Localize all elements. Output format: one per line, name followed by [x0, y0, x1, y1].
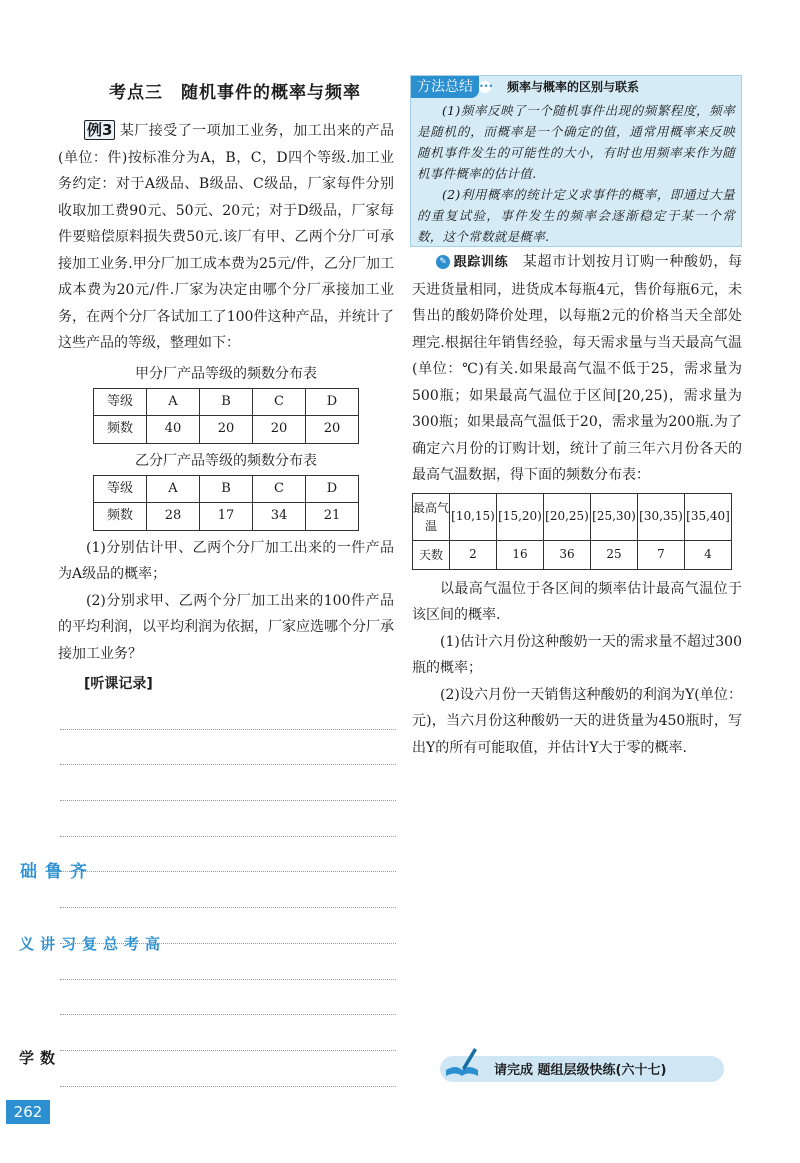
followup-intro: [412, 249, 742, 489]
table2: [93, 475, 359, 531]
table-cell: [15,20): [497, 493, 544, 540]
method-summary-box: [410, 75, 742, 247]
footer-text: 请完成 题组层级快练(六十七): [494, 1063, 667, 1078]
example-question-2: (2)分别求甲、乙两个分厂加工出来的100件产品的平均利润，以平均利润为依据，厂家应选哪个分厂承接加工业务？: [58, 592, 394, 662]
example-badge: 例3: [84, 120, 115, 140]
spine-brand: 齐鲁础: [16, 862, 86, 880]
table-cell: 2: [450, 540, 497, 569]
table-cell: 7: [638, 540, 685, 569]
table-cell: B: [200, 388, 253, 416]
table-cell: [35,40]: [685, 493, 732, 540]
speech-bubble-icon: •••: [479, 82, 494, 91]
followup-after: 以最高气温位于各区间的频率估计最高气温位于该区间的概率.: [412, 580, 742, 623]
table2-caption: 乙分厂产品等级的频数分布表: [135, 452, 317, 469]
table-cell: 最高气温: [413, 493, 450, 540]
table-cell: 21: [306, 503, 359, 531]
table-cell: 28: [147, 503, 200, 531]
table-cell: C: [253, 388, 306, 416]
table-cell: 25: [591, 540, 638, 569]
table-cell: [25,30): [591, 493, 638, 540]
table1: [93, 388, 359, 444]
table-cell: A: [147, 475, 200, 503]
spine-subject: 数学: [17, 1050, 56, 1067]
table-cell: A: [147, 388, 200, 416]
followup-column: [412, 249, 742, 761]
table-cell: 16: [497, 540, 544, 569]
method-body: [417, 100, 735, 247]
followup-question-2: (2)设六月份一天销售这种酸奶的利润为Y(单位：元)，当六月份这种酸奶一天的进货量为450瓶时，写出Y的所有可能取值，并估计Y大于零的概率.: [412, 686, 742, 756]
method-point-2: (2)利用概率的统计定义求事件的概率，即通过大量的重复试验，事件发生的频率会逐渐稳定于某一个常数，这个常数就是概率.: [417, 187, 735, 244]
followup-text: 某超市计划按月订购一种酸奶，每天进货量相同，进货成本每瓶4元，售价每瓶6元，未售出的酸奶降价处理，以每瓶2元的价格当天全部处理完.根据往年销售经验，每天需求量与当天最高气温(单位：℃)有关.如果最高气温不低于25，需求量为500瓶；如果最高气温位于区间[20,25)，需求量为300瓶；如果最高气温低于20，需求量为200瓶.为了确定六月份的订购计划，统计了前三年六月份各天的最高气温数据，得下面的频数分布表：: [412, 254, 742, 483]
table-cell: [10,15): [450, 493, 497, 540]
table-cell: 34: [253, 503, 306, 531]
table-cell: 频数: [94, 503, 147, 531]
method-tag-label: 方法总结: [417, 79, 473, 95]
notes-label: [听课记录]: [84, 676, 153, 692]
table-cell: C: [253, 475, 306, 503]
table-cell: [20,25): [544, 493, 591, 540]
table-cell: 频数: [94, 416, 147, 444]
table-cell: 等级: [94, 388, 147, 416]
table-cell: B: [200, 475, 253, 503]
notes-lines: [60, 694, 396, 1087]
method-tag: [411, 76, 479, 98]
table-cell: D: [306, 475, 359, 503]
table1-caption: 甲分厂产品等级的频数分布表: [135, 365, 317, 382]
table2-header-row: [94, 475, 359, 503]
book-pen-icon: [442, 1044, 482, 1080]
table-cell: 4: [685, 540, 732, 569]
section-title: 考点三 随机事件的概率与频率: [109, 83, 361, 103]
spine-series: 高考总复习讲义: [17, 936, 161, 952]
table-cell: 20: [253, 416, 306, 444]
example-intro: [58, 118, 394, 357]
example-question-1: (1)分别估计甲、乙两个分厂加工出来的一件产品为A级品的概率；: [58, 539, 394, 582]
table-cell: 20: [200, 416, 253, 444]
table-cell: 20: [306, 416, 359, 444]
example-column: [58, 118, 394, 698]
table-cell: D: [306, 388, 359, 416]
table1-data-row: [94, 416, 359, 444]
example-intro-text: 某厂接受了一项加工业务，加工出来的产品(单位：件)按标准分为A，B，C，D四个等级.加工业务约定：对于A级品、B级品、C级品，厂家每件分别收取加工费90元、50元、20元；对于D级品，厂家每件要赔偿原料损失费50元.该厂有甲、乙两个分厂可承接加工业务.甲分厂加工成本费为25元/件，乙分厂加工成本费为20元/件.厂家为决定由哪个分厂承接加工业务，在两个分厂各试加工了100件这种产品，并统计了这些产品的等级，整理如下：: [58, 123, 394, 351]
table-cell: 36: [544, 540, 591, 569]
temperature-days-row: [413, 540, 732, 569]
page-number: 262: [6, 1100, 50, 1124]
method-point-1: (1)频率反映了一个随机事件出现的频繁程度，频率是随机的，而概率是一个确定的值，通常用概率来反映随机事件发生的可能性的大小，有时也用频率来作为随机事件概率的估计值.: [417, 103, 735, 181]
followup-label: 跟踪训练: [453, 255, 509, 270]
temperature-header-row: [413, 493, 732, 540]
table-cell: 天数: [413, 540, 450, 569]
table2-data-row: [94, 503, 359, 531]
method-title: 频率与概率的区别与联系: [507, 80, 640, 94]
table-cell: [30,35): [638, 493, 685, 540]
temperature-table: [412, 493, 732, 570]
table-cell: 17: [200, 503, 253, 531]
table-cell: 等级: [94, 475, 147, 503]
followup-question-1: (1)估计六月份这种酸奶一天的需求量不超过300瓶的概率；: [412, 633, 742, 676]
table1-header-row: [94, 388, 359, 416]
table-cell: 40: [147, 416, 200, 444]
follow-icon: ✎: [436, 255, 450, 269]
